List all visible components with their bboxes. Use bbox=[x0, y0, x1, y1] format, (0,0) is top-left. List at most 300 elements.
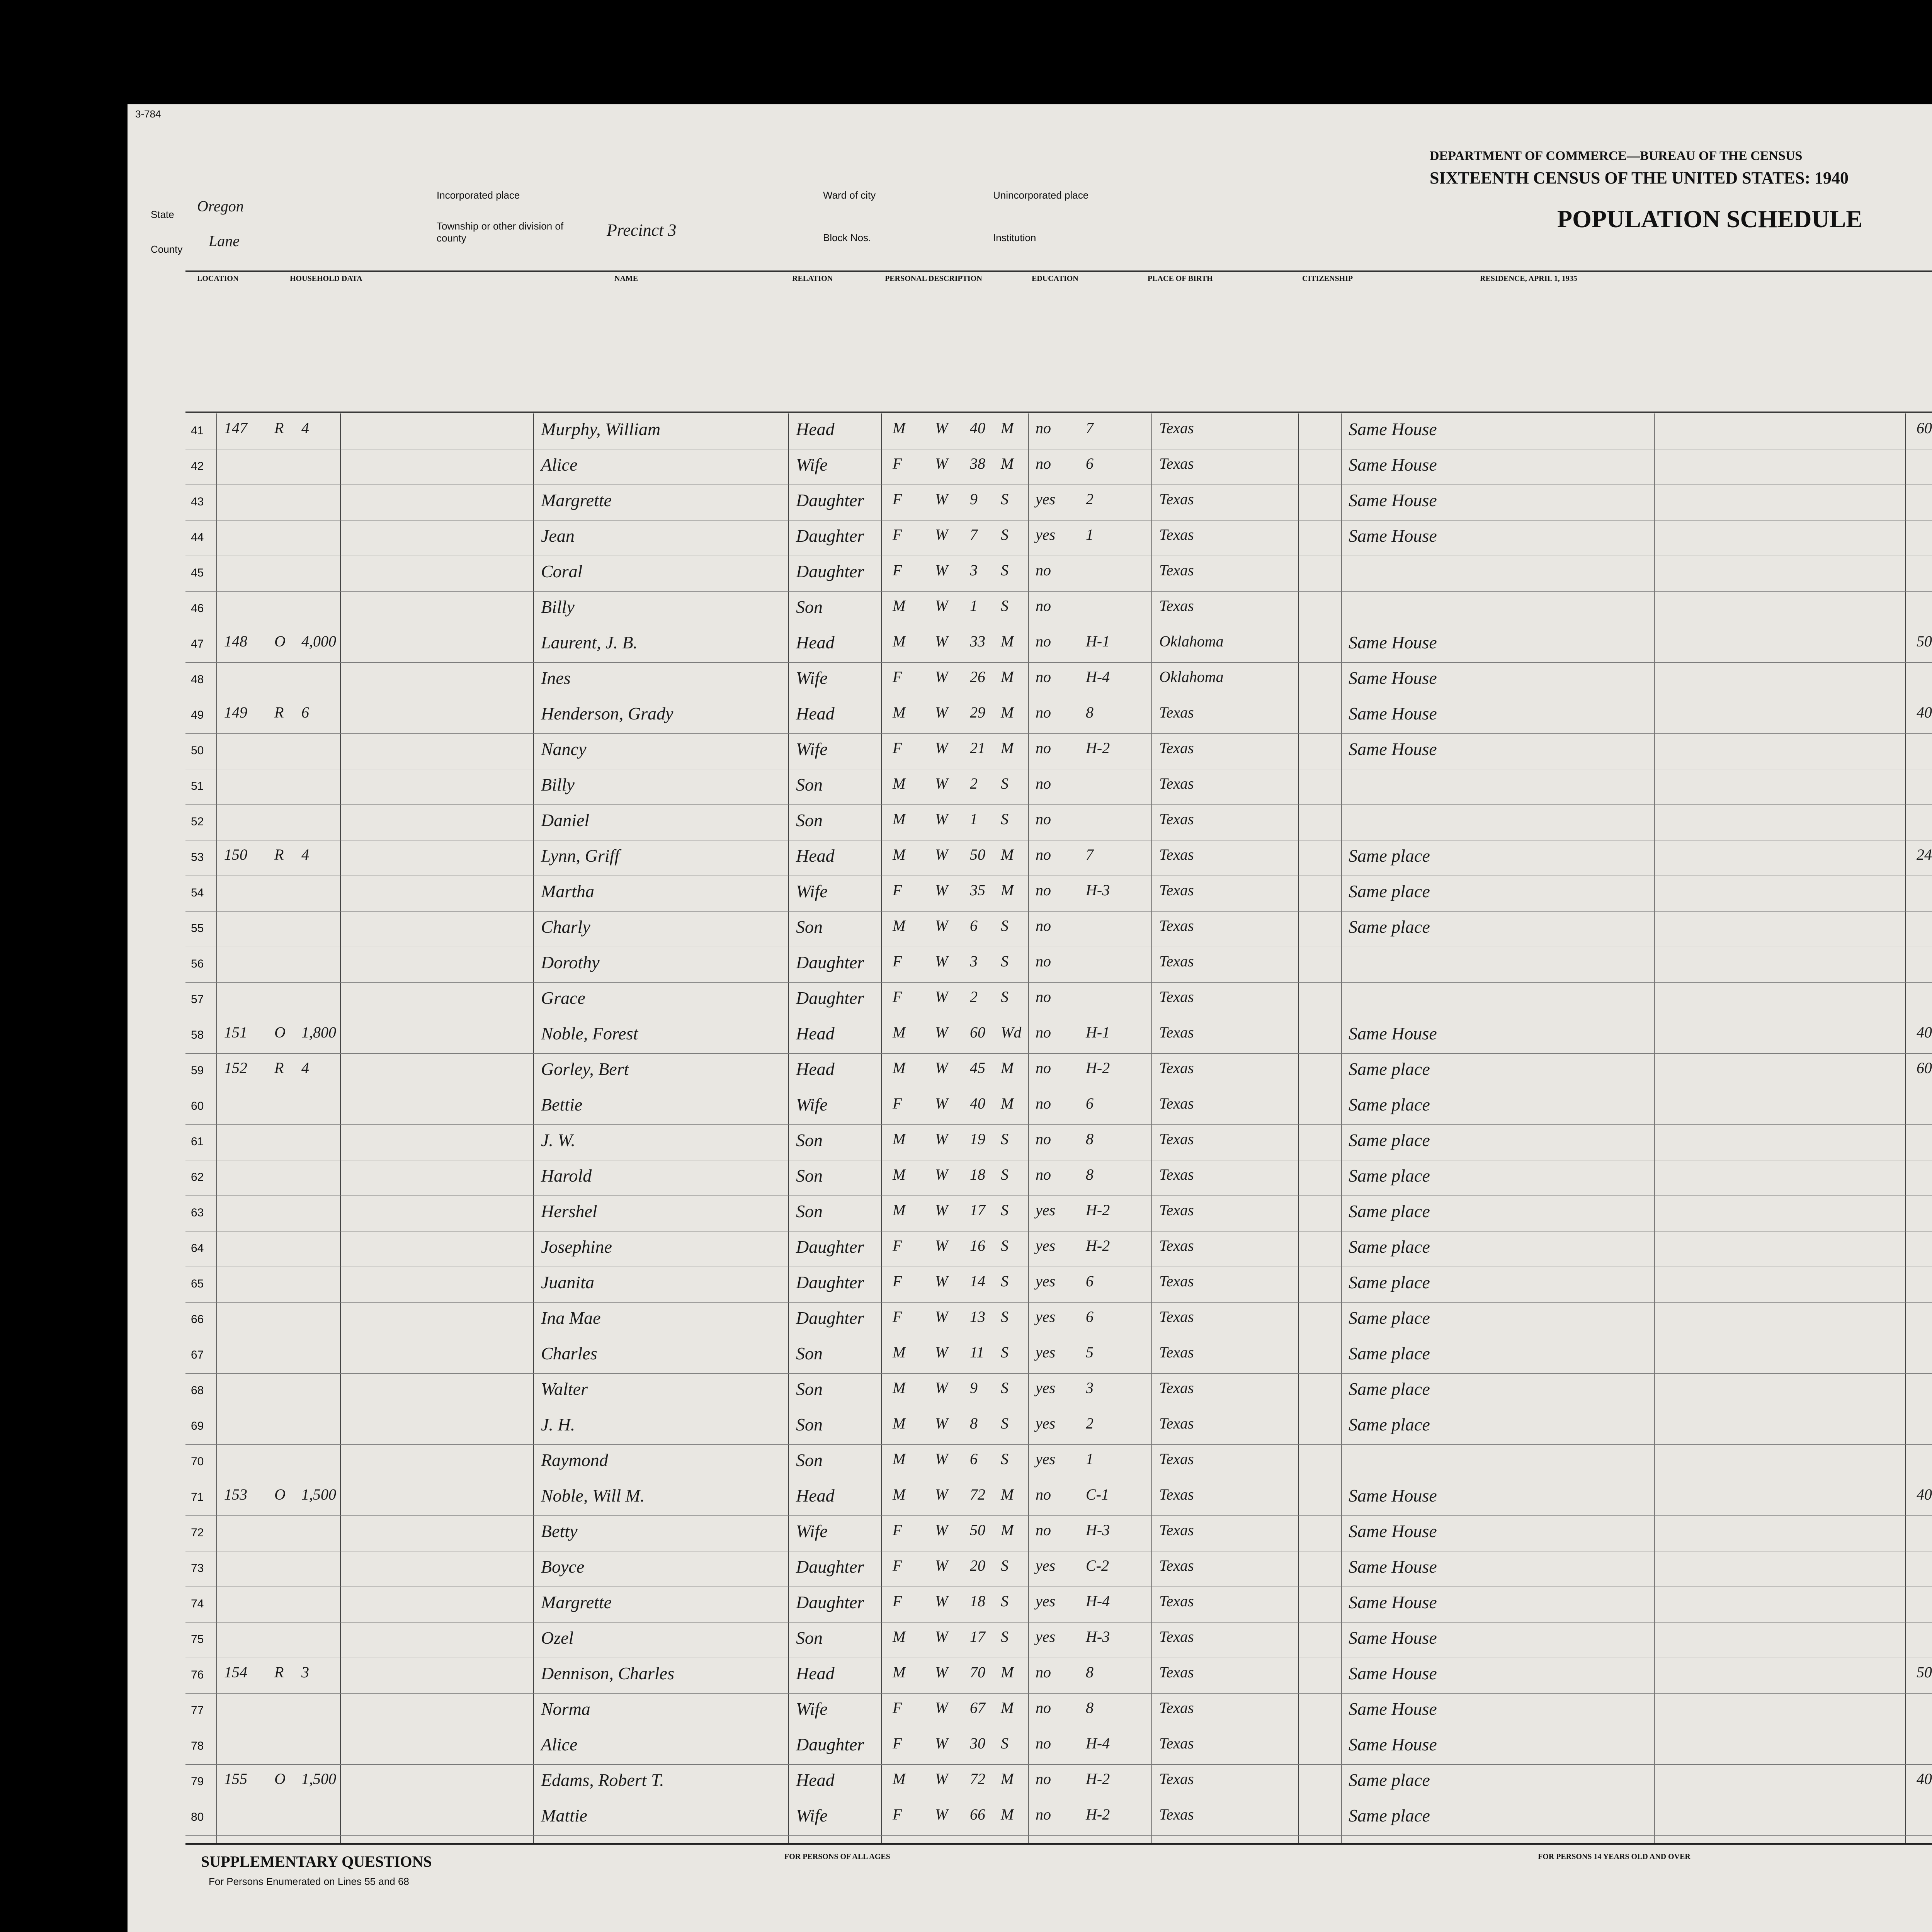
supp-title: SUPPLEMENTARY QUESTIONS bbox=[201, 1853, 432, 1870]
cell-school: yes bbox=[1036, 526, 1056, 543]
cell-school: no bbox=[1036, 1024, 1051, 1041]
cell-name: Billy bbox=[541, 597, 575, 617]
table-row bbox=[185, 698, 1932, 734]
cell-residence: Same House bbox=[1349, 704, 1437, 723]
cell-school: no bbox=[1036, 1663, 1051, 1681]
table-row bbox=[185, 804, 1932, 840]
cell-grade: H-2 bbox=[1086, 1059, 1110, 1077]
table-row bbox=[185, 591, 1932, 627]
table-row bbox=[185, 1373, 1932, 1409]
cell-marital: S bbox=[1001, 1415, 1009, 1432]
cell-birthplace: Texas bbox=[1159, 1201, 1194, 1219]
table-row bbox=[185, 1160, 1932, 1196]
cell-hours: 50 bbox=[1917, 1663, 1932, 1681]
state-label: State bbox=[151, 209, 174, 220]
cell-name: Charles bbox=[541, 1344, 597, 1363]
cell-hours: 40 bbox=[1917, 1024, 1932, 1041]
cell-school: yes bbox=[1036, 1237, 1056, 1254]
cell-marital: S bbox=[1001, 1166, 1009, 1183]
cell-grade: H-3 bbox=[1086, 1521, 1110, 1539]
line-number: 58 bbox=[191, 1029, 204, 1041]
cell-relation: Wife bbox=[796, 739, 828, 759]
cell-relation: Daughter bbox=[796, 1592, 864, 1612]
cell-name: Dennison, Charles bbox=[541, 1663, 674, 1683]
line-number: 80 bbox=[191, 1811, 204, 1823]
cell-relation: Daughter bbox=[796, 561, 864, 581]
line-number: 48 bbox=[191, 673, 204, 686]
cell-school: yes bbox=[1036, 1628, 1056, 1645]
cell-school: yes bbox=[1036, 1557, 1056, 1574]
cell-age: 17 bbox=[970, 1628, 985, 1645]
cell-relation: Son bbox=[796, 597, 823, 617]
cell-school: no bbox=[1036, 739, 1051, 757]
cell-name: Bettie bbox=[541, 1095, 583, 1114]
cell-birthplace: Texas bbox=[1159, 775, 1194, 792]
cell-residence: Same place bbox=[1349, 1130, 1430, 1150]
cell-sex: M bbox=[893, 704, 906, 721]
cell-age: 7 bbox=[970, 526, 978, 543]
cell-grade: C-2 bbox=[1086, 1557, 1109, 1574]
cell-race: W bbox=[935, 1308, 948, 1325]
cell-age: 26 bbox=[970, 668, 985, 685]
unincorporated-label: Unincorporated place bbox=[993, 189, 1089, 201]
table-row bbox=[185, 769, 1932, 805]
cell-relation: Daughter bbox=[796, 526, 864, 546]
cell-grade: 5 bbox=[1086, 1344, 1094, 1361]
cell-name: Coral bbox=[541, 561, 583, 581]
cell-sex: F bbox=[893, 1308, 902, 1325]
cell-age: 33 bbox=[970, 633, 985, 650]
cell-birthplace: Texas bbox=[1159, 1450, 1194, 1468]
cell-relation: Son bbox=[796, 1166, 823, 1185]
cell-age: 40 bbox=[970, 419, 985, 437]
cell-school: no bbox=[1036, 810, 1051, 828]
cell-residence: Same place bbox=[1349, 1308, 1430, 1328]
cell-residence: Same House bbox=[1349, 1486, 1437, 1505]
cell-race: W bbox=[935, 1024, 948, 1041]
table-row bbox=[185, 1658, 1932, 1694]
cell-hours: 40 bbox=[1917, 1486, 1932, 1503]
cell-age: 70 bbox=[970, 1663, 985, 1681]
col-household: HOUSEHOLD DATA bbox=[290, 274, 362, 283]
cell-relation: Daughter bbox=[796, 1735, 864, 1754]
cell-birthplace: Texas bbox=[1159, 1770, 1194, 1787]
cell-relation: Daughter bbox=[796, 1237, 864, 1257]
cell-tenure: R bbox=[274, 419, 284, 437]
cell-age: 66 bbox=[970, 1806, 985, 1823]
line-number: 63 bbox=[191, 1206, 204, 1219]
cell-race: W bbox=[935, 1486, 948, 1503]
cell-relation: Son bbox=[796, 1379, 823, 1399]
supp-subtitle: For Persons Enumerated on Lines 55 and 68 bbox=[209, 1876, 409, 1887]
cell-name: Noble, Will M. bbox=[541, 1486, 645, 1505]
cell-residence: Same House bbox=[1349, 633, 1437, 652]
cell-birthplace: Texas bbox=[1159, 952, 1194, 970]
cell-grade: H-4 bbox=[1086, 1735, 1110, 1752]
table-row bbox=[185, 947, 1932, 983]
cell-school: no bbox=[1036, 1166, 1051, 1183]
cell-hours: 40 bbox=[1917, 1770, 1932, 1787]
cell-relation: Daughter bbox=[796, 490, 864, 510]
cell-residence: Same place bbox=[1349, 1344, 1430, 1363]
cell-hours: 40 bbox=[1917, 704, 1932, 721]
cell-race: W bbox=[935, 597, 948, 614]
cell-age: 1 bbox=[970, 810, 978, 828]
line-number: 67 bbox=[191, 1349, 204, 1361]
cell-tenure: O bbox=[274, 1770, 286, 1787]
cell-name: Josephine bbox=[541, 1237, 612, 1257]
cell-race: W bbox=[935, 1628, 948, 1645]
cell-marital: M bbox=[1001, 1770, 1014, 1787]
cell-race: W bbox=[935, 561, 948, 579]
cell-sex: F bbox=[893, 952, 902, 970]
cell-age: 72 bbox=[970, 1486, 985, 1503]
col-relation: RELATION bbox=[792, 274, 833, 283]
cell-age: 29 bbox=[970, 704, 985, 721]
line-number: 53 bbox=[191, 851, 204, 864]
cell-relation: Head bbox=[796, 1024, 835, 1043]
cell-grade: 7 bbox=[1086, 846, 1094, 863]
cell-birthplace: Texas bbox=[1159, 1059, 1194, 1077]
cell-sex: M bbox=[893, 1130, 906, 1148]
cell-grade: 8 bbox=[1086, 1699, 1094, 1716]
cell-sex: F bbox=[893, 455, 902, 472]
cell-residence: Same place bbox=[1349, 1237, 1430, 1257]
institution-label: Institution bbox=[993, 232, 1036, 243]
cell-sex: M bbox=[893, 775, 906, 792]
cell-value: 4 bbox=[301, 846, 309, 863]
cell-sex: F bbox=[893, 1272, 902, 1290]
cell-school: yes bbox=[1036, 1379, 1056, 1396]
township-value: Precinct 3 bbox=[607, 221, 677, 240]
cell-race: W bbox=[935, 917, 948, 934]
line-number: 77 bbox=[191, 1704, 204, 1717]
cell-birthplace: Texas bbox=[1159, 1024, 1194, 1041]
cell-sex: F bbox=[893, 1735, 902, 1752]
cell-age: 67 bbox=[970, 1699, 985, 1716]
cell-age: 16 bbox=[970, 1237, 985, 1254]
cell-race: W bbox=[935, 810, 948, 828]
cell-house: 150 bbox=[224, 846, 247, 863]
cell-relation: Head bbox=[796, 633, 835, 652]
cell-name: Noble, Forest bbox=[541, 1024, 638, 1043]
line-number: 74 bbox=[191, 1597, 204, 1610]
line-number: 66 bbox=[191, 1313, 204, 1326]
cell-name: Gorley, Bert bbox=[541, 1059, 629, 1079]
cell-race: W bbox=[935, 1806, 948, 1823]
table-row bbox=[185, 840, 1932, 876]
cell-value: 6 bbox=[301, 704, 309, 721]
cell-sex: F bbox=[893, 1592, 902, 1610]
cell-school: yes bbox=[1036, 1344, 1056, 1361]
cell-marital: S bbox=[1001, 1130, 1009, 1148]
table-row bbox=[185, 1124, 1932, 1160]
cell-age: 18 bbox=[970, 1592, 985, 1610]
table-row bbox=[185, 449, 1932, 485]
line-number: 47 bbox=[191, 638, 204, 650]
cell-school: yes bbox=[1036, 1592, 1056, 1610]
cell-relation: Son bbox=[796, 1450, 823, 1470]
line-number: 62 bbox=[191, 1171, 204, 1184]
cell-birthplace: Texas bbox=[1159, 881, 1194, 899]
cell-house: 154 bbox=[224, 1663, 247, 1681]
cell-school: no bbox=[1036, 419, 1051, 437]
cell-relation: Daughter bbox=[796, 1272, 864, 1292]
cell-residence: Same House bbox=[1349, 1521, 1437, 1541]
cell-age: 2 bbox=[970, 988, 978, 1005]
cell-name: Grace bbox=[541, 988, 585, 1008]
table-row bbox=[185, 982, 1932, 1018]
table-row bbox=[185, 733, 1932, 769]
line-number: 44 bbox=[191, 531, 204, 544]
cell-grade: H-2 bbox=[1086, 1806, 1110, 1823]
cell-value: 1,800 bbox=[301, 1024, 336, 1041]
cell-race: W bbox=[935, 881, 948, 899]
cell-marital: M bbox=[1001, 846, 1014, 863]
col-residence: RESIDENCE, APRIL 1, 1935 bbox=[1480, 274, 1577, 283]
cell-residence: Same place bbox=[1349, 846, 1430, 866]
cell-name: Ina Mae bbox=[541, 1308, 601, 1328]
cell-marital: S bbox=[1001, 1628, 1009, 1645]
cell-relation: Wife bbox=[796, 1521, 828, 1541]
cell-age: 11 bbox=[970, 1344, 985, 1361]
cell-sex: F bbox=[893, 561, 902, 579]
cell-grade: 7 bbox=[1086, 419, 1094, 437]
cell-school: no bbox=[1036, 561, 1051, 579]
cell-sex: F bbox=[893, 1095, 902, 1112]
cell-hours: 60 bbox=[1917, 1059, 1932, 1077]
cell-marital: M bbox=[1001, 1806, 1014, 1823]
census-title: SIXTEENTH CENSUS OF THE UNITED STATES: 1940 bbox=[1430, 168, 1849, 187]
cell-residence: Same House bbox=[1349, 526, 1437, 546]
cell-marital: M bbox=[1001, 881, 1014, 899]
cell-marital: M bbox=[1001, 1486, 1014, 1503]
cell-age: 50 bbox=[970, 1521, 985, 1539]
line-number: 72 bbox=[191, 1526, 204, 1539]
cell-age: 14 bbox=[970, 1272, 985, 1290]
cell-sex: F bbox=[893, 1699, 902, 1716]
cell-residence: Same place bbox=[1349, 1095, 1430, 1114]
cell-race: W bbox=[935, 952, 948, 970]
cell-birthplace: Texas bbox=[1159, 988, 1194, 1005]
table-row bbox=[185, 485, 1932, 520]
cell-grade: 8 bbox=[1086, 1663, 1094, 1681]
cell-school: no bbox=[1036, 1095, 1051, 1112]
cell-age: 6 bbox=[970, 917, 978, 934]
cell-name: Ozel bbox=[541, 1628, 574, 1648]
table-row bbox=[185, 1693, 1932, 1729]
cell-value: 4 bbox=[301, 419, 309, 437]
cell-grade: 8 bbox=[1086, 704, 1094, 721]
form-number: 3-784 bbox=[135, 108, 161, 120]
cell-marital: S bbox=[1001, 1450, 1009, 1468]
cell-age: 60 bbox=[970, 1024, 985, 1041]
table-row bbox=[185, 1729, 1932, 1765]
cell-residence: Same House bbox=[1349, 1735, 1437, 1754]
cell-grade: 1 bbox=[1086, 526, 1094, 543]
cell-name: Lynn, Griff bbox=[541, 846, 620, 866]
table-row bbox=[185, 1515, 1932, 1551]
cell-residence: Same House bbox=[1349, 1663, 1437, 1683]
cell-marital: M bbox=[1001, 1059, 1014, 1077]
cell-sex: F bbox=[893, 1521, 902, 1539]
cell-grade: 6 bbox=[1086, 455, 1094, 472]
cell-sex: F bbox=[893, 739, 902, 757]
cell-birthplace: Texas bbox=[1159, 1379, 1194, 1396]
cell-relation: Wife bbox=[796, 455, 828, 474]
cell-grade: 6 bbox=[1086, 1272, 1094, 1290]
cell-name: Laurent, J. B. bbox=[541, 633, 638, 652]
cell-marital: M bbox=[1001, 633, 1014, 650]
cell-race: W bbox=[935, 1415, 948, 1432]
cell-hours: 24 bbox=[1917, 846, 1932, 863]
cell-marital: M bbox=[1001, 668, 1014, 685]
line-number: 73 bbox=[191, 1562, 204, 1575]
cell-age: 35 bbox=[970, 881, 985, 899]
cell-marital: S bbox=[1001, 917, 1009, 934]
line-number: 55 bbox=[191, 922, 204, 935]
cell-marital: S bbox=[1001, 1592, 1009, 1610]
cell-name: Edams, Robert T. bbox=[541, 1770, 664, 1790]
cell-residence: Same House bbox=[1349, 455, 1437, 474]
table-row bbox=[185, 1409, 1932, 1445]
cell-value: 1,500 bbox=[301, 1770, 336, 1787]
cell-name: Juanita bbox=[541, 1272, 594, 1292]
cell-grade: 6 bbox=[1086, 1308, 1094, 1325]
cell-grade: 6 bbox=[1086, 1095, 1094, 1112]
line-number: 71 bbox=[191, 1491, 204, 1503]
cell-birthplace: Oklahoma bbox=[1159, 668, 1224, 685]
cell-residence: Same place bbox=[1349, 1806, 1430, 1825]
col-birthplace: PLACE OF BIRTH bbox=[1148, 274, 1213, 283]
cell-sex: M bbox=[893, 917, 906, 934]
cell-school: no bbox=[1036, 881, 1051, 899]
cell-age: 40 bbox=[970, 1095, 985, 1112]
cell-sex: M bbox=[893, 633, 906, 650]
cell-school: no bbox=[1036, 1806, 1051, 1823]
cell-relation: Son bbox=[796, 1628, 823, 1648]
line-number: 46 bbox=[191, 602, 204, 615]
cell-marital: M bbox=[1001, 455, 1014, 472]
cell-school: no bbox=[1036, 1770, 1051, 1787]
cell-grade: H-4 bbox=[1086, 1592, 1110, 1610]
cell-school: no bbox=[1036, 1486, 1051, 1503]
cell-marital: S bbox=[1001, 1379, 1009, 1396]
cell-birthplace: Texas bbox=[1159, 1272, 1194, 1290]
cell-name: Margrette bbox=[541, 490, 612, 510]
cell-school: no bbox=[1036, 704, 1051, 721]
cell-race: W bbox=[935, 490, 948, 508]
cell-marital: M bbox=[1001, 704, 1014, 721]
cell-residence: Same House bbox=[1349, 668, 1437, 688]
cell-birthplace: Texas bbox=[1159, 1628, 1194, 1645]
cell-age: 3 bbox=[970, 561, 978, 579]
line-number: 50 bbox=[191, 744, 204, 757]
cell-age: 30 bbox=[970, 1735, 985, 1752]
cell-relation: Son bbox=[796, 917, 823, 937]
cell-race: W bbox=[935, 1130, 948, 1148]
cell-race: W bbox=[935, 1699, 948, 1716]
table-row bbox=[185, 1480, 1932, 1516]
cell-relation: Son bbox=[796, 1415, 823, 1434]
cell-birthplace: Texas bbox=[1159, 1521, 1194, 1539]
cell-house: 149 bbox=[224, 704, 247, 721]
cell-sex: F bbox=[893, 668, 902, 685]
col-location: LOCATION bbox=[197, 274, 239, 283]
cell-relation: Daughter bbox=[796, 1557, 864, 1577]
table-row bbox=[185, 556, 1932, 592]
cell-sex: M bbox=[893, 1450, 906, 1468]
cell-school: yes bbox=[1036, 490, 1056, 508]
cell-birthplace: Texas bbox=[1159, 1486, 1194, 1503]
cell-sex: M bbox=[893, 1201, 906, 1219]
cell-sex: F bbox=[893, 490, 902, 508]
line-number: 70 bbox=[191, 1455, 204, 1468]
cell-house: 153 bbox=[224, 1486, 247, 1503]
cell-sex: M bbox=[893, 1059, 906, 1077]
cell-relation: Head bbox=[796, 1059, 835, 1079]
cell-race: W bbox=[935, 1095, 948, 1112]
cell-birthplace: Texas bbox=[1159, 704, 1194, 721]
cell-age: 17 bbox=[970, 1201, 985, 1219]
line-number: 65 bbox=[191, 1277, 204, 1290]
cell-relation: Son bbox=[796, 1344, 823, 1363]
col-citizenship: CITIZENSHIP bbox=[1302, 274, 1353, 283]
cell-relation: Wife bbox=[796, 668, 828, 688]
line-number: 79 bbox=[191, 1775, 204, 1788]
cell-relation: Head bbox=[796, 846, 835, 866]
cell-age: 13 bbox=[970, 1308, 985, 1325]
cell-name: Charly bbox=[541, 917, 590, 937]
cell-marital: M bbox=[1001, 1095, 1014, 1112]
table-row bbox=[185, 1196, 1932, 1231]
cell-grade: 1 bbox=[1086, 1450, 1094, 1468]
cell-age: 21 bbox=[970, 739, 985, 757]
cell-age: 38 bbox=[970, 455, 985, 472]
cell-marital: S bbox=[1001, 1344, 1009, 1361]
cell-relation: Head bbox=[796, 1486, 835, 1505]
cell-residence: Same place bbox=[1349, 1379, 1430, 1399]
cell-birthplace: Texas bbox=[1159, 1735, 1194, 1752]
cell-birthplace: Texas bbox=[1159, 1166, 1194, 1183]
cell-marital: M bbox=[1001, 419, 1014, 437]
line-number: 59 bbox=[191, 1064, 204, 1077]
cell-grade: H-1 bbox=[1086, 1024, 1110, 1041]
cell-birthplace: Texas bbox=[1159, 1557, 1194, 1574]
cell-relation: Wife bbox=[796, 1095, 828, 1114]
cell-value: 3 bbox=[301, 1663, 309, 1681]
table-row bbox=[185, 1018, 1932, 1054]
cell-age: 72 bbox=[970, 1770, 985, 1787]
cell-age: 45 bbox=[970, 1059, 985, 1077]
cell-school: yes bbox=[1036, 1415, 1056, 1432]
cell-sex: F bbox=[893, 988, 902, 1005]
cell-birthplace: Texas bbox=[1159, 1699, 1194, 1716]
cell-race: W bbox=[935, 1735, 948, 1752]
cell-name: Alice bbox=[541, 1735, 578, 1754]
cell-name: Ines bbox=[541, 668, 571, 688]
cell-birthplace: Texas bbox=[1159, 1663, 1194, 1681]
cell-marital: S bbox=[1001, 526, 1009, 543]
cell-value: 4,000 bbox=[301, 633, 336, 650]
incorporated-label: Incorporated place bbox=[437, 189, 520, 201]
cell-age: 6 bbox=[970, 1450, 978, 1468]
table-row bbox=[185, 1338, 1932, 1374]
cell-school: no bbox=[1036, 952, 1051, 970]
table-row bbox=[185, 1444, 1932, 1480]
cell-name: Dorothy bbox=[541, 952, 600, 972]
cell-marital: S bbox=[1001, 561, 1009, 579]
